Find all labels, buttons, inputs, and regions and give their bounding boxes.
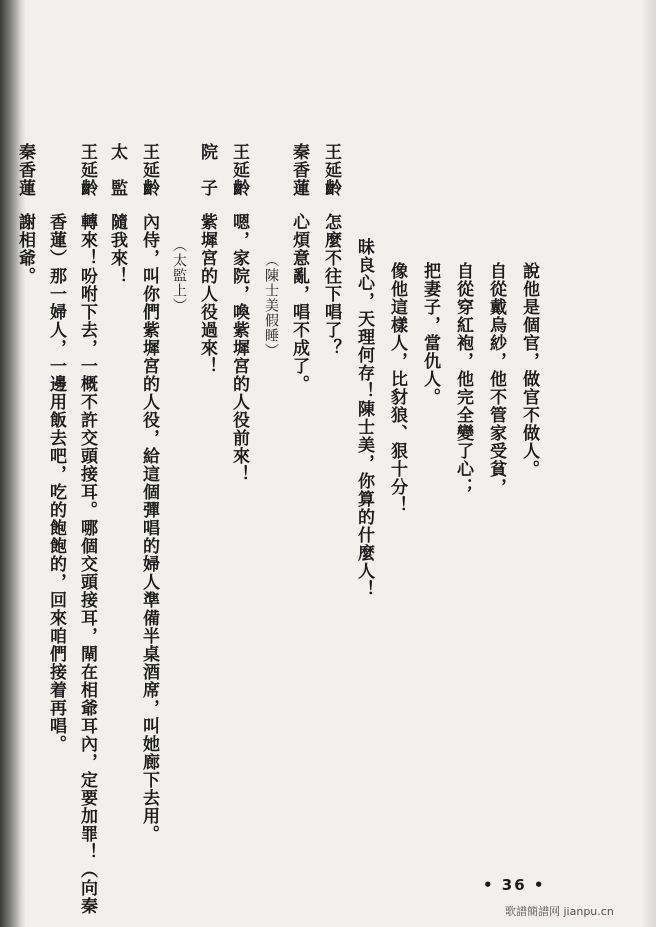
speaker-name: 王延齡 — [77, 143, 97, 197]
speaker-name: 太 監 — [107, 143, 127, 197]
line-text: 自從穿紅袍，他完全變了心； — [453, 262, 473, 496]
page-number: • 36 • — [483, 876, 546, 894]
stage-direction-text: （陳士美假睡） — [263, 253, 279, 358]
speaker-name: 王延齡 — [229, 143, 249, 197]
line-text: 內侍，叫你們紫墀宮的人役，給這個彈唱的婦人準備半桌酒席，叫她廊下去用。 — [139, 213, 159, 843]
line-text: 心煩意亂，唱不成了。 — [289, 213, 309, 393]
stage-direction-text: （太監上） — [171, 238, 187, 313]
line-text: 說他是個官，做官不做人。 — [519, 262, 539, 478]
line-text: 嗯，家院，喚紫墀宮的人役前來！ — [229, 213, 249, 483]
line-text: 怎麼不往下唱了？ — [321, 213, 341, 357]
line-text: 把妻子，當仇人。 — [420, 262, 440, 406]
line-text: 謝相爺。 — [15, 213, 35, 285]
line-text: 像他這樣人，比豺狼、狠十分！ — [387, 262, 407, 514]
site-watermark: 歌譜簡譜网 jianpu.cn — [505, 905, 614, 918]
speaker-name: 王延齡 — [321, 143, 341, 197]
line-text: 昧良心，天理何存！陳士美，你算的什麼人！ — [354, 238, 374, 598]
speaker-name: 院 子 — [197, 143, 217, 197]
line-text: 紫墀宮的人役過來！ — [197, 213, 217, 375]
speaker-name: 秦香蓮 — [289, 143, 309, 197]
speaker-name: 王延齡 — [139, 143, 159, 197]
speaker-name: 秦香蓮 — [15, 143, 35, 197]
line-text: 自從戴烏紗，他不管家受貧， — [486, 262, 506, 496]
line-text: 香蓮）那一婦人，一邊用飯去吧，吃的飽飽的，回來咱們接着再唱。 — [46, 213, 66, 753]
line-text: 轉來！吩咐下去，一概不許交頭接耳。哪個交頭接耳，閘在相爺耳內，定要加罪！（向秦 — [77, 213, 97, 915]
line-text: 隨我來！ — [107, 213, 127, 285]
